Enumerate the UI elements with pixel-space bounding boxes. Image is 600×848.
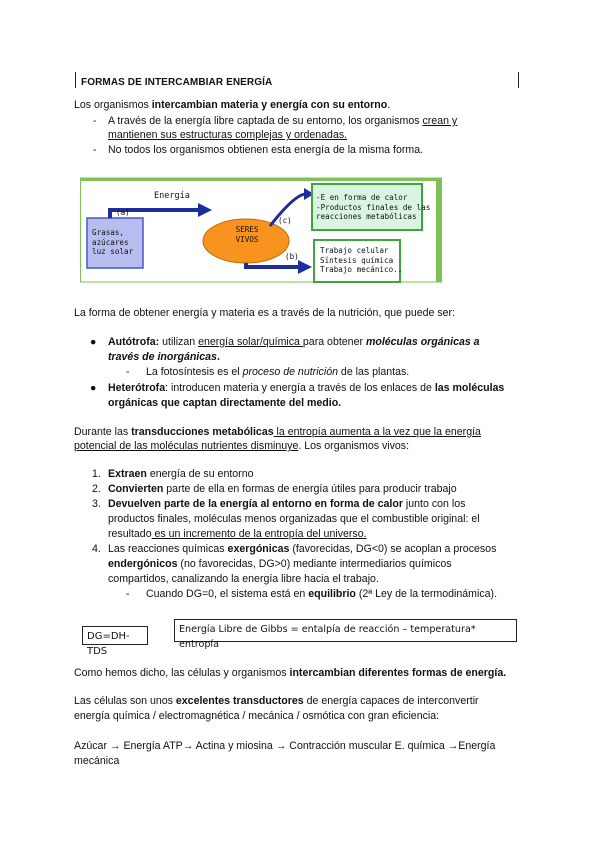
source-box-text xyxy=(92,228,133,257)
source-line-3: luz solar xyxy=(92,247,134,257)
sub-dash-marker: - xyxy=(126,366,130,378)
hetero-text: : introducen materia y energía a través de los enlaces de xyxy=(165,382,435,394)
dash-1-line2: mantienen sus estructuras complejas y ordenadas. xyxy=(108,129,348,141)
work-line-1: Trabajo celular xyxy=(320,246,389,255)
heat-line-3: reacciones metabólicas xyxy=(316,212,417,222)
num-1: 1. xyxy=(92,468,101,480)
trans-bold: transducciones metabólicas xyxy=(131,426,274,438)
item-4-sub-bold: equilibrio xyxy=(308,588,356,600)
closing-p3-line1: Azúcar → Energía ATP→ Actina y miosina → Contracción muscular E. química →Energía xyxy=(74,740,496,752)
heat-box-text xyxy=(316,193,430,222)
center-line-2: VIVOS xyxy=(235,234,259,244)
dash-1-line1 xyxy=(108,114,457,129)
section-title: FORMAS DE INTERCAMBIAR ENERGÍA xyxy=(81,77,273,88)
trans-text-a: Durante las xyxy=(74,426,132,438)
item-1-text: energía de su entorno xyxy=(146,468,254,480)
item-3-l3-text: resultado xyxy=(108,528,152,540)
auto-underlined: energía solar/química xyxy=(198,336,303,348)
intro-bold: intercambian materia y energía con su entorno xyxy=(151,99,388,111)
bullet-autotrofa-line2 xyxy=(108,350,220,365)
header-bar-left xyxy=(75,72,76,88)
trans-underlined-1: la entropía aumenta a la vez que la energía xyxy=(273,426,481,438)
sub-text-b: de las plantas. xyxy=(337,366,410,378)
item-2 xyxy=(108,482,457,497)
bullet-heterotrofa-line2: orgánicas que captan directamente del medio. xyxy=(108,397,342,409)
equation-long-box: Energía Libre de Gibbs = entalpía de reacción – temperatura* entropía xyxy=(174,619,517,642)
item-4-l2-text: (no favorecidas, DG>0) mediante intermediarios químicos xyxy=(177,558,452,570)
dash-2-line: No todos los organismos obtienen esta energía de la misma forma. xyxy=(108,144,424,156)
item-3-line1 xyxy=(108,497,465,512)
dash-1-text: A través de la energía libre captada de su entorno, los organismos xyxy=(108,115,423,127)
label-a: (a) xyxy=(116,208,130,217)
transduction-line1 xyxy=(74,425,481,440)
item-4-sub-marker: - xyxy=(126,588,130,600)
hetero-bold-1: las moléculas xyxy=(434,382,505,394)
item-3-bold: Devuelven parte de la energía al entorno en forma de calor xyxy=(108,498,403,510)
intro-prefix: Los organismos xyxy=(74,99,152,111)
bullet-autotrofa-line1 xyxy=(108,335,480,350)
label-b: (b) xyxy=(285,252,299,261)
item-4-text-c: (favorecidas, DG<0) se acoplan a procesos xyxy=(289,543,497,555)
closing-p2-line1 xyxy=(74,694,479,709)
energy-diagram xyxy=(80,176,446,284)
num-4: 4. xyxy=(92,543,101,555)
nutrition-intro: La forma de obtener energía y materia es a través de la nutrición, que puede ser: xyxy=(74,307,456,319)
item-4-line1 xyxy=(108,542,496,557)
bullet-heterotrofa-line1 xyxy=(108,381,504,396)
item-4-l2-bold: endergónicos xyxy=(108,558,178,570)
heat-line-1: -E en forma de calor xyxy=(316,193,408,202)
sub-text-a: La fotosíntesis es el xyxy=(146,366,243,378)
closing-p2-line2: energía química / electromagnética / mecánica / osmótica con gran eficiencia: xyxy=(74,710,440,722)
closing-p2-bold: excelentes transductores xyxy=(175,695,304,707)
work-line-3: Trabajo mecánico.. xyxy=(320,265,403,275)
auto-label: Autótrofa: xyxy=(108,336,160,348)
item-4-sub-text-c: (2ª Ley de la termodinámica). xyxy=(355,588,498,600)
auto-bold-italic-2: través de inorgánicas xyxy=(108,351,217,363)
item-4-bold: exergónicas xyxy=(227,543,290,555)
source-line-1: Grasas, xyxy=(92,228,125,237)
bullet-2-dot: ● xyxy=(90,382,97,394)
closing-p2-text-c: de energía capaces de interconvertir xyxy=(303,695,479,707)
num-2: 2. xyxy=(92,483,101,495)
intro-suffix: . xyxy=(387,99,391,111)
transduction-line2 xyxy=(74,439,409,454)
work-line-2: Síntesis química xyxy=(320,255,394,265)
item-3-line3 xyxy=(108,527,367,542)
closing-p2-text-a: Las células son unos xyxy=(74,695,176,707)
sub-italic: proceso de nutrición xyxy=(242,366,338,378)
num-3: 3. xyxy=(92,498,101,510)
center-line-1: SERES xyxy=(235,225,259,234)
item-4-line3: compartidos, canalizando la energía libre hacia el trabajo. xyxy=(108,573,379,585)
intro-line xyxy=(74,98,390,113)
closing-p1-text: Como hemos dicho, las células y organismos xyxy=(74,667,290,679)
sub-fotosintesis xyxy=(146,365,409,380)
heat-line-2: -Productos finales de las xyxy=(316,202,431,212)
auto-end: . xyxy=(216,351,220,363)
closing-p3-line2: mecánica xyxy=(74,755,120,767)
seres-vivos-text xyxy=(230,225,264,244)
closing-p1-bold: intercambian diferentes formas de energía. xyxy=(289,667,507,679)
auto-text-a: utilizan xyxy=(159,336,199,348)
item-4-text-a: Las reacciones químicas xyxy=(108,543,228,555)
label-energia: Energía xyxy=(154,191,190,201)
diagram-frame-top-band xyxy=(80,178,442,181)
dash-2-marker: - xyxy=(93,144,97,156)
dash-1-underlined: crean y xyxy=(422,115,458,127)
dash-1-marker: - xyxy=(93,115,97,127)
item-2-bold: Convierten xyxy=(108,483,164,495)
label-c: (c) xyxy=(278,216,292,225)
item-1-bold: Extraen xyxy=(108,468,147,480)
trans-end: . Los organismos vivos: xyxy=(298,440,410,452)
closing-p1 xyxy=(74,666,506,681)
auto-bold-italic-1: moléculas orgánicas a xyxy=(365,336,480,348)
source-line-2: azúcares xyxy=(92,237,129,247)
item-2-text: parte de ella en formas de energía útiles para producir trabajo xyxy=(163,483,457,495)
item-3-l3-underlined: es un incremento de la entropía del universo. xyxy=(151,528,367,540)
item-4-sub-text-a: Cuando DG=0, el sistema está en xyxy=(146,588,309,600)
item-3-text: junto con los xyxy=(402,498,466,510)
item-4-line2 xyxy=(108,557,452,572)
item-1 xyxy=(108,467,253,482)
header-bar-right xyxy=(518,72,519,88)
trans-underlined-2: potencial de las moléculas nutrientes disminuye xyxy=(74,440,299,452)
diagram-frame-right-band xyxy=(436,178,442,282)
bullet-1-dot: ● xyxy=(90,336,97,348)
item-4-sub xyxy=(146,587,497,602)
hetero-label: Heterótrofa xyxy=(108,382,166,394)
work-box-text xyxy=(320,246,402,275)
equation-short-box: DG=DH-TDS xyxy=(82,626,148,645)
item-3-line2: productos finales, moléculas menos organizadas que el combustible original: el xyxy=(108,513,480,525)
auto-text-b: para obtener xyxy=(302,336,366,348)
